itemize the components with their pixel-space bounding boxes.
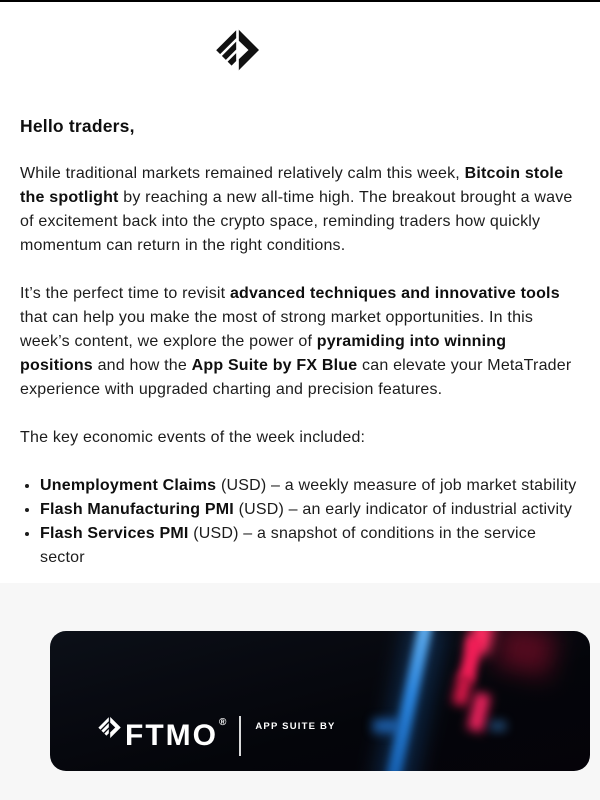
red-candle-glow — [494, 631, 558, 678]
blue-reflection — [490, 721, 506, 731]
banner-brand-name: FTMO — [125, 719, 218, 752]
intro-paragraph: While traditional markets remained relatively calm this week, Bitcoin stole the spotlight by reaching a new all-time high. The breakout brought a wave of excitement back into the crypto space, reminding traders how quickly momentum can return in the right conditions. — [20, 165, 573, 254]
banner-divider — [239, 716, 241, 756]
blue-reflection — [373, 719, 399, 733]
registered-trademark: ® — [218, 717, 227, 728]
footer-section — [0, 583, 600, 800]
events-intro-paragraph: The key economic events of the week included: — [20, 429, 366, 446]
greeting: Hello traders, — [20, 116, 135, 136]
ftmo-diamond-icon — [213, 28, 262, 72]
red-candle-streak — [467, 692, 491, 733]
content-paragraph: It’s the perfect time to revisit advanced techniques and innovative tools that can help you make the most of strong market opportunities. In this week’s content, we explore the power of pyramiding into winning positions and how the App Suite by FX Blue can elevate your MetaTrader experience with upgraded charting and precision features. — [20, 285, 572, 398]
logo-header — [20, 28, 580, 72]
email-body — [0, 2, 600, 583]
economic-events-list — [20, 474, 580, 570]
banner-brand-row — [97, 715, 336, 756]
ftmo-logo-link[interactable] — [213, 28, 262, 72]
list-item-flash-manufacturing-pmi: • Flash Manufacturing PMI (USD) – an early indicator of industrial activity — [40, 498, 580, 522]
list-item-unemployment-claims: • Unemployment Claims (USD) – a weekly measure of job market stability — [40, 474, 580, 498]
list-item-flash-services-pmi: • Flash Services PMI (USD) – a snapshot of conditions in the service sector — [40, 522, 580, 570]
app-suite-banner[interactable] — [50, 631, 590, 771]
banner-suite-label: APP SUITE BY — [255, 721, 336, 732]
red-candle-streak — [452, 674, 473, 707]
ftmo-diamond-icon — [97, 716, 122, 739]
